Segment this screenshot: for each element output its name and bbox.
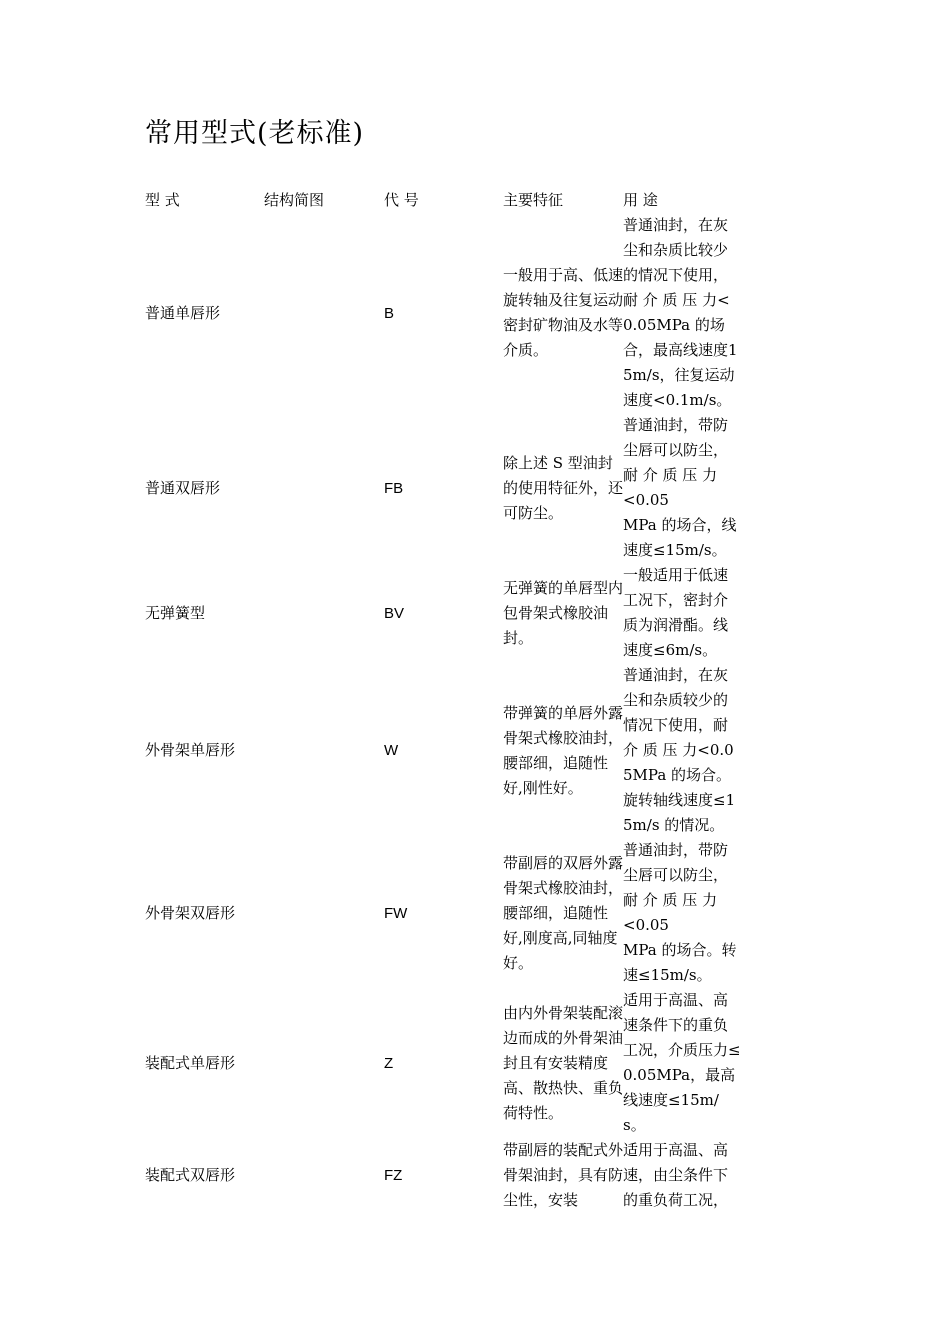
cell-feature: 除上述 S 型油封的使用特征外，还可防尘。: [503, 453, 624, 522]
cell-feature: 由内外骨架装配滚边而成的外骨架油封且有安装精度高、散热快、重负荷特性。: [503, 1003, 624, 1122]
header-code: 代 号: [384, 191, 419, 209]
cell-feature: 带副唇的双唇外露骨架式橡胶油封，腰部细，追随性好,刚度高,同轴度好。: [503, 853, 624, 972]
cell-diagram: [264, 213, 384, 413]
table-row: [145, 563, 741, 663]
table-row: [145, 663, 741, 838]
cell-use: 适用于高温、高速，由尘条件下的重负荷工况，: [623, 1141, 729, 1209]
cell-use: 普通油封，带防尘唇可以防尘，耐 介 质 压 力 <0.05 MPa 的场合。转速≤15m/s。: [623, 841, 737, 984]
cell-use: 普通油封，带防尘唇可以防尘，耐 介 质 压 力 <0.05 MPa 的场合，线速度≤15m/s。: [623, 416, 737, 559]
cell-use: 一般适用于低速工况下，密封介质为润滑酯。线速度≤6m/s。: [623, 566, 729, 659]
cell-code: FW: [384, 904, 408, 922]
page-title: 常用型式(老标准): [145, 118, 365, 149]
cell-use: 普通油封，在灰尘和杂质比较少的情况下使用，耐 介 质 压 力<0.05MPa 的场合，最高线速度15m/s，往复运动速度<0.1m/s。: [623, 216, 738, 409]
header-use: 用 途: [623, 191, 658, 209]
cell-type: 装配式单唇形: [145, 1053, 236, 1072]
cell-code: FB: [384, 479, 404, 497]
cell-use: 适用于高温、高速条件下的重负工况，介质压力≤0.05MPa，最高线速度≤15m/s。: [623, 991, 741, 1134]
cell-type: 普通单唇形: [145, 303, 221, 322]
table-row: [145, 413, 741, 563]
table-row: [145, 213, 741, 413]
cell-feature: 带副唇的装配式外骨架油封，具有防尘性，安装: [503, 1141, 624, 1209]
cell-code: BV: [384, 604, 405, 622]
cell-feature: 无弹簧的单唇型内包骨架式橡胶油封。: [503, 578, 624, 647]
cell-diagram: [264, 988, 384, 1138]
cell-diagram: [264, 838, 384, 988]
seal-type-table: [145, 188, 741, 1213]
cell-type: 普通双唇形: [145, 478, 221, 497]
cell-type: 外骨架单唇形: [145, 741, 236, 759]
table-header-row: [145, 188, 741, 213]
table-row: [145, 988, 741, 1138]
header-diagram: 结构简图: [264, 191, 325, 209]
cell-type: 外骨架双唇形: [145, 903, 236, 922]
table-row: [145, 838, 741, 988]
cell-code: B: [384, 304, 395, 322]
cell-code: Z: [384, 1054, 394, 1072]
cell-type: 装配式双唇形: [145, 1166, 236, 1184]
cell-use: 普通油封，在灰尘和杂质较少的情况下使用，耐介 质 压 力<0.05MPa 的场合。旋转轴线速度≤15m/s 的情况。: [623, 666, 736, 834]
header-type: 型 式: [145, 191, 180, 209]
cell-diagram: [264, 413, 384, 563]
cell-feature: 一般用于高、低速旋转轴及往复运动密封矿物油及水等介质。: [503, 266, 624, 359]
cell-type: 无弹簧型: [145, 603, 206, 622]
header-feature: 主要特征: [503, 191, 564, 209]
table-row: [145, 1138, 741, 1213]
cell-diagram: [264, 663, 384, 838]
cell-code: W: [384, 742, 399, 759]
cell-code: FZ: [384, 1167, 403, 1184]
cell-diagram: [264, 1138, 384, 1213]
cell-diagram: [264, 563, 384, 663]
cell-feature: 带弹簧的单唇外露骨架式橡胶油封，腰部细，追随性好,刚性好。: [503, 703, 624, 797]
